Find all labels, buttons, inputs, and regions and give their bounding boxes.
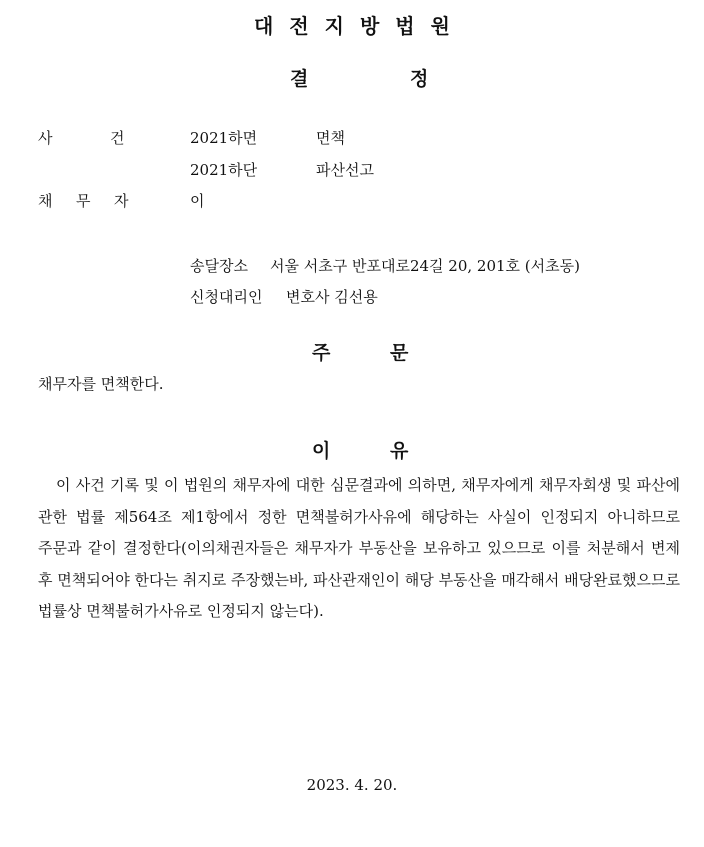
debtor-name: 이 <box>190 192 205 210</box>
case-name: 면책 <box>316 129 345 147</box>
court-name: 대전지방법원 <box>254 14 466 38</box>
decision-date: 2023. 4. 20. <box>306 776 398 794</box>
debtor-label-char-3: 자 <box>114 192 129 210</box>
debtor-label-char-1: 채 <box>38 192 53 210</box>
document-type-char-1: 결 <box>290 68 309 90</box>
reason-text: 이 사건 기록 및 이 법원의 채무자에 대한 심문결과에 의하면, 채무자에게 채무자회생 및 파산에 관한 법률 제564조 제1항에서 정한 면책불허가사유에 해당하는 사실이 인정되지 아니하므로 주문과 같이 결정한다(이의채권자들은 채무자가 부동산을 보유하고 있으므로 이를 처분해서 변제 후 면책되어야 한다는 취지로 주장했는바, 파산관재인이 해당 부동산을 매각해서 배당완료했으므로 법률상 면책불허가사유로 인정되지 않는다). <box>38 476 680 620</box>
case-label-char-1: 사 <box>38 129 53 147</box>
case-number: 2021하면 <box>190 129 258 147</box>
document-type-char-2: 정 <box>410 68 429 90</box>
agent-value: 변호사 김선용 <box>286 288 378 306</box>
order-heading-char-1: 주 <box>312 342 331 364</box>
reason-heading-char-1: 이 <box>312 440 331 462</box>
debtor-label-char-2: 무 <box>76 192 91 210</box>
address-value: 서울 서초구 반포대로24길 20, 201호 (서초동) <box>270 257 580 275</box>
order-text: 채무자를 면책한다. <box>38 375 164 393</box>
address-label: 송달장소 <box>190 257 248 275</box>
case-label-char-2: 건 <box>110 129 125 147</box>
order-heading-char-2: 문 <box>390 342 409 364</box>
case-name: 파산선고 <box>316 161 374 179</box>
agent-label: 신청대리인 <box>190 288 263 306</box>
case-number: 2021하단 <box>190 161 258 179</box>
reason-heading-char-2: 유 <box>390 440 409 462</box>
